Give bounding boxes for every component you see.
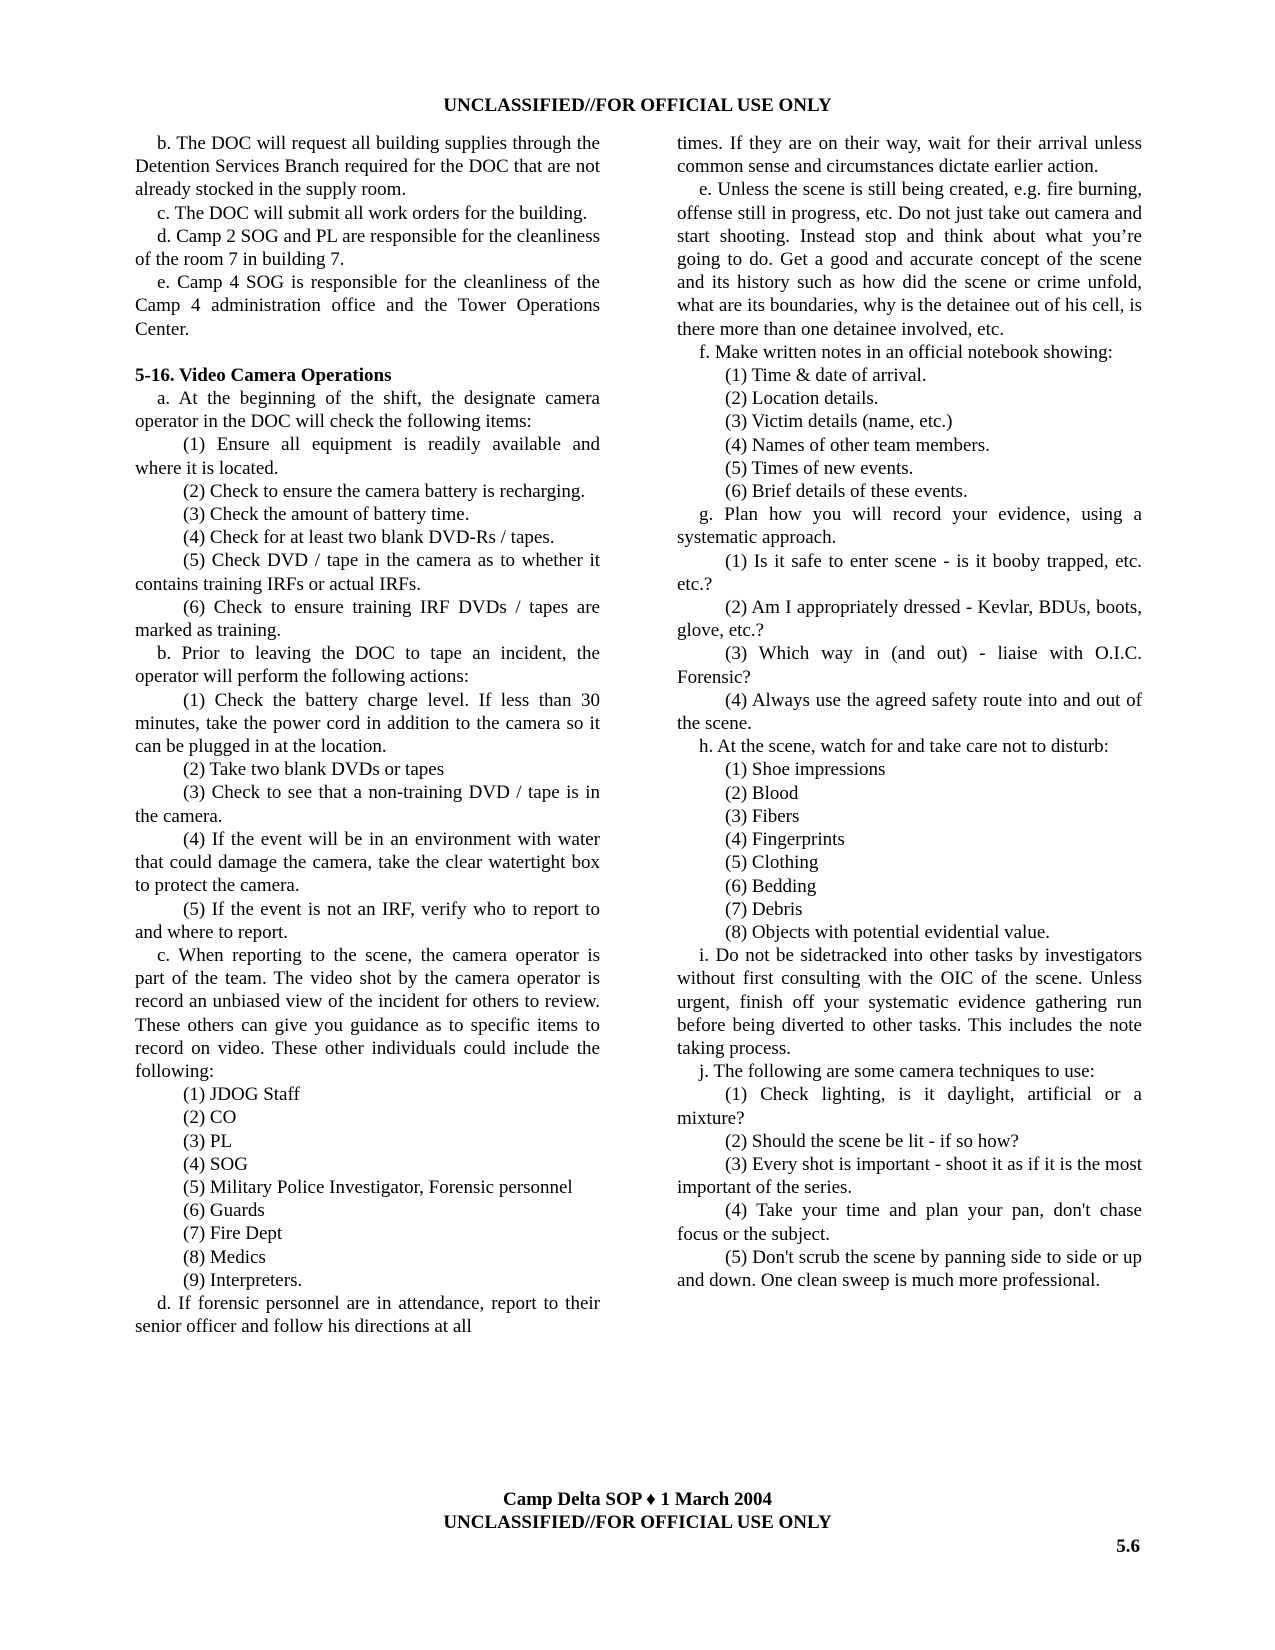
section-heading: 5-16. Video Camera Operations <box>135 364 392 386</box>
list-item: (6) Guards <box>183 1200 265 1222</box>
paragraph: c. When reporting to the scene, the camera operator is part of the team. The video shot by the camera operator is record an unbiased view of the incident for others to review. These others can give you guidance as to specific items to record on video. These other individuals could include the following: <box>135 944 600 1082</box>
right-text-column <box>677 132 1142 1292</box>
list-item: (1) Shoe impressions <box>725 759 886 781</box>
list-item: (3) PL <box>183 1130 233 1152</box>
list-item: (2) CO <box>183 1107 237 1129</box>
list-item: (1) Ensure all equipment is readily available and where it is located. <box>135 434 600 479</box>
list-item: (2) Am I appropriately dressed - Kevlar, BDUs, boots, glove, etc.? <box>677 597 1142 642</box>
paragraph: e. Unless the scene is still being created, e.g. fire burning, offense still in progress, etc. Do not just take out camera and start shooting. Instead stop and think about what you’re going to do. Get a good and accurate concept of the scene and its history such as how did the scene or crime unfold, what are its boundaries, why is the detainee out of his cell, is there more than one detainee involved, etc. <box>677 179 1142 340</box>
list-item: (4) Fingerprints <box>725 829 845 851</box>
list-item: (2) Blood <box>725 782 799 804</box>
paragraph: b. The DOC will request all building supplies through the Detention Services Branch required for the DOC that are not already stocked in the supply room. <box>135 133 600 201</box>
paragraph: j. The following are some camera techniques to use: <box>699 1061 1095 1083</box>
list-item: (5) Times of new events. <box>725 457 914 479</box>
paragraph: e. Camp 4 SOG is responsible for the cleanliness of the Camp 4 administration office and the Tower Operations Center. <box>135 272 600 340</box>
list-item: (3) Check the amount of battery time. <box>183 504 470 526</box>
list-item: (5) Clothing <box>725 852 819 874</box>
list-item: (8) Medics <box>183 1246 266 1268</box>
list-item: (3) Victim details (name, etc.) <box>725 411 953 433</box>
list-item: (4) Always use the agreed safety route into and out of the scene. <box>677 689 1142 735</box>
list-item: (5) If the event is not an IRF, verify who to report to and where to report. <box>135 898 600 943</box>
list-item: (7) Debris <box>725 898 803 920</box>
paragraph: g. Plan how you will record your evidence, using a systematic approach. <box>677 504 1142 549</box>
list-item: (2) Location details. <box>725 388 879 410</box>
list-item: (8) Objects with potential evidential value. <box>725 921 1051 943</box>
page-number: 5.6 <box>1116 1536 1140 1557</box>
list-item: (9) Interpreters. <box>183 1269 303 1291</box>
list-item: (5) Military Police Investigator, Forensic personnel <box>183 1176 573 1198</box>
list-item: (2) Should the scene be lit - if so how? <box>725 1130 1019 1152</box>
list-item: (1) Check the battery charge level. If less than 30 minutes, take the power cord in addition to the camera so it can be plugged in at the location. <box>135 689 600 758</box>
list-item: (3) Every shot is important - shoot it as if it is the most important of the series. <box>677 1153 1142 1199</box>
paragraph: times. If they are on their way, wait for their arrival unless common sense and circumstances dictate earlier action. <box>677 133 1142 178</box>
list-item: (1) Is it safe to enter scene - is it booby trapped, etc. etc.? <box>677 550 1142 595</box>
paragraph: h. At the scene, watch for and take care not to disturb: <box>699 736 1109 758</box>
footer-document-title: Camp Delta SOP ♦ 1 March 2004 <box>503 1489 772 1510</box>
list-item: (4) Check for at least two blank DVD-Rs / tapes. <box>183 527 555 549</box>
list-item: (5) Check DVD / tape in the camera as to whether it contains training IRFs or actual IRFs. <box>135 550 600 595</box>
list-item: (4) If the event will be in an environment with water that could damage the camera, take the clear watertight box to protect the camera. <box>135 828 600 897</box>
footer-classification: UNCLASSIFIED//FOR OFFICIAL USE ONLY <box>443 1512 832 1533</box>
list-item: (1) Check lighting, is it daylight, artificial or a mixture? <box>677 1084 1142 1129</box>
list-item: (3) Which way in (and out) - liaise with O.I.C. Forensic? <box>677 643 1142 688</box>
list-item: (1) JDOG Staff <box>183 1084 300 1106</box>
list-item: (3) Check to see that a non-training DVD / tape is in the camera. <box>135 782 600 827</box>
classification-header: UNCLASSIFIED//FOR OFFICIAL USE ONLY <box>443 95 832 116</box>
list-item: (3) Fibers <box>725 805 800 827</box>
list-item: (6) Brief details of these events. <box>725 481 968 503</box>
list-item: (5) Don't scrub the scene by panning side to side or up and down. One clean sweep is much more professional. <box>677 1246 1142 1291</box>
list-item: (7) Fire Dept <box>183 1223 283 1245</box>
list-item: (6) Bedding <box>725 875 817 897</box>
paragraph: d. Camp 2 SOG and PL are responsible for the cleanliness of the room 7 in building 7. <box>135 225 600 271</box>
list-item: (1) Time & date of arrival. <box>725 365 927 387</box>
left-text-column <box>135 132 600 1338</box>
paragraph: f. Make written notes in an official notebook showing: <box>699 341 1113 363</box>
paragraph: a. At the beginning of the shift, the designate camera operator in the DOC will check the following items: <box>135 388 600 433</box>
list-item: (2) Check to ensure the camera battery is recharging. <box>183 480 586 502</box>
paragraph: d. If forensic personnel are in attendance, report to their senior officer and follow his directions at all <box>135 1292 600 1338</box>
list-item: (4) Take your time and plan your pan, don't chase focus or the subject. <box>677 1200 1142 1245</box>
paragraph: i. Do not be sidetracked into other tasks by investigators without first consulting with the OIC of the scene. Unless urgent, finish off your systematic evidence gathering run before being diverted to other tasks. This includes the note taking process. <box>677 945 1142 1059</box>
list-item: (2) Take two blank DVDs or tapes <box>183 759 445 781</box>
paragraph: b. Prior to leaving the DOC to tape an incident, the operator will perform the following actions: <box>135 643 600 688</box>
paragraph: c. The DOC will submit all work orders for the building. <box>157 202 588 224</box>
list-item: (6) Check to ensure training IRF DVDs / tapes are marked as training. <box>135 596 600 642</box>
list-item: (4) SOG <box>183 1153 248 1175</box>
page-footer <box>0 1488 1275 1534</box>
list-item: (4) Names of other team members. <box>725 434 990 456</box>
